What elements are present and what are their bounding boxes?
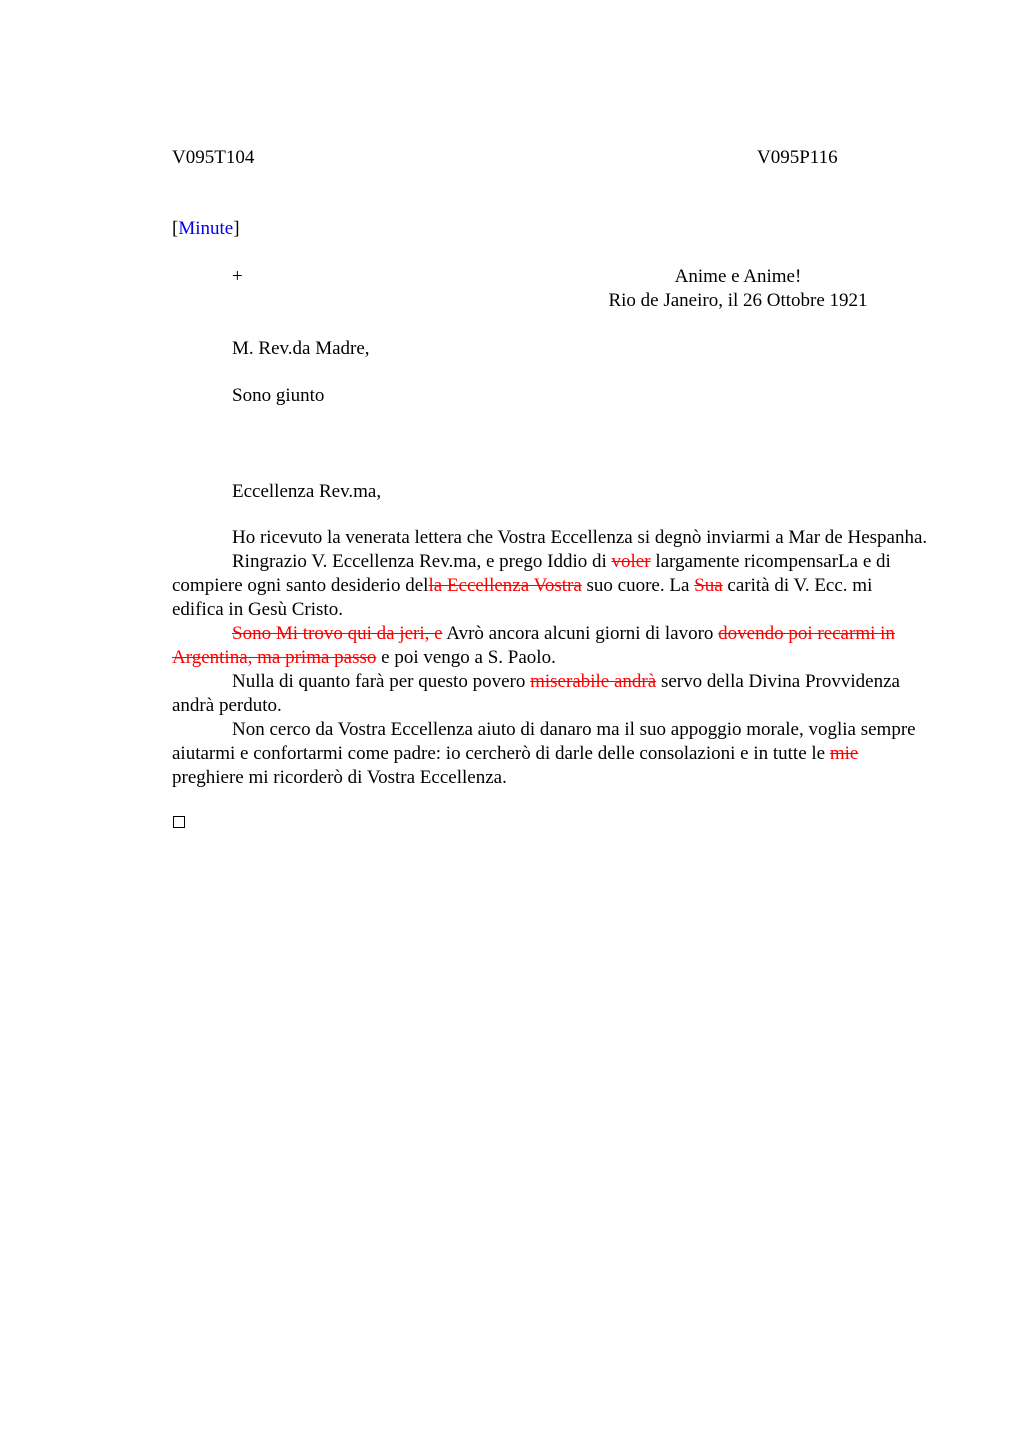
- deleted-text: dovendo poi recarmi in Argentina, ma prima passo: [172, 623, 895, 668]
- place-date: Rio de Janeiro, il 26 Ottobre 1921: [608, 290, 868, 311]
- paragraph-2: Ringrazio V. Eccellenza Rev.ma, e prego Iddio di voler largamente ricompensarLa e di compiere ogni santo desiderio della Eccellenza Vostra suo cuore. La Sua carità di V. Ecc. mi edifica in Gesù Cristo.: [172, 551, 891, 620]
- motto: Anime e Anime!: [674, 266, 802, 287]
- paragraph-4: Nulla di quanto farà per questo povero miserabile andrà servo della Divina Provvidenza andrà perduto.: [172, 671, 900, 716]
- paragraph-3: Sono Mi trovo qui da jeri, e Avrò ancora alcuni giorni di lavoro dovendo poi recarmi in Argentina, ma prima passo e poi vengo a S. Paolo.: [172, 623, 895, 668]
- deleted-text: miserabile andrà: [530, 671, 657, 692]
- deleted-text: Sua: [694, 575, 723, 596]
- minute-annotation: [Minute]: [172, 218, 240, 239]
- paragraph-1: Ho ricevuto la venerata lettera che Vostra Eccellenza si degnò inviarmi a Mar de Hespanha.: [232, 527, 928, 548]
- deleted-text: la Eccellenza Vostra: [428, 575, 582, 596]
- cross-mark: +: [232, 266, 243, 287]
- deleted-text: Sono Mi trovo qui da jeri, e: [232, 623, 443, 644]
- document-code-left: V095T104: [172, 147, 255, 168]
- end-mark-box: [173, 816, 185, 828]
- paragraph-5: Non cerco da Vostra Eccellenza aiuto di danaro ma il suo appoggio morale, voglia sempre aiutarmi e confortarmi come padre: io cercherò di darle delle consolazioni e in tutte le mie preghiere mi ricorderò di Vostra Eccellenza.: [172, 719, 916, 788]
- salutation-excellency: Eccellenza Rev.ma,: [232, 481, 382, 502]
- deleted-text: voler: [611, 551, 651, 572]
- opening-fragment: Sono giunto: [232, 385, 325, 406]
- deleted-text: mie: [829, 743, 859, 764]
- document-code-right: V095P116: [757, 147, 838, 168]
- salutation-mother: M. Rev.da Madre,: [232, 338, 370, 359]
- minute-label: Minute: [178, 218, 234, 239]
- letter-body: [172, 526, 928, 790]
